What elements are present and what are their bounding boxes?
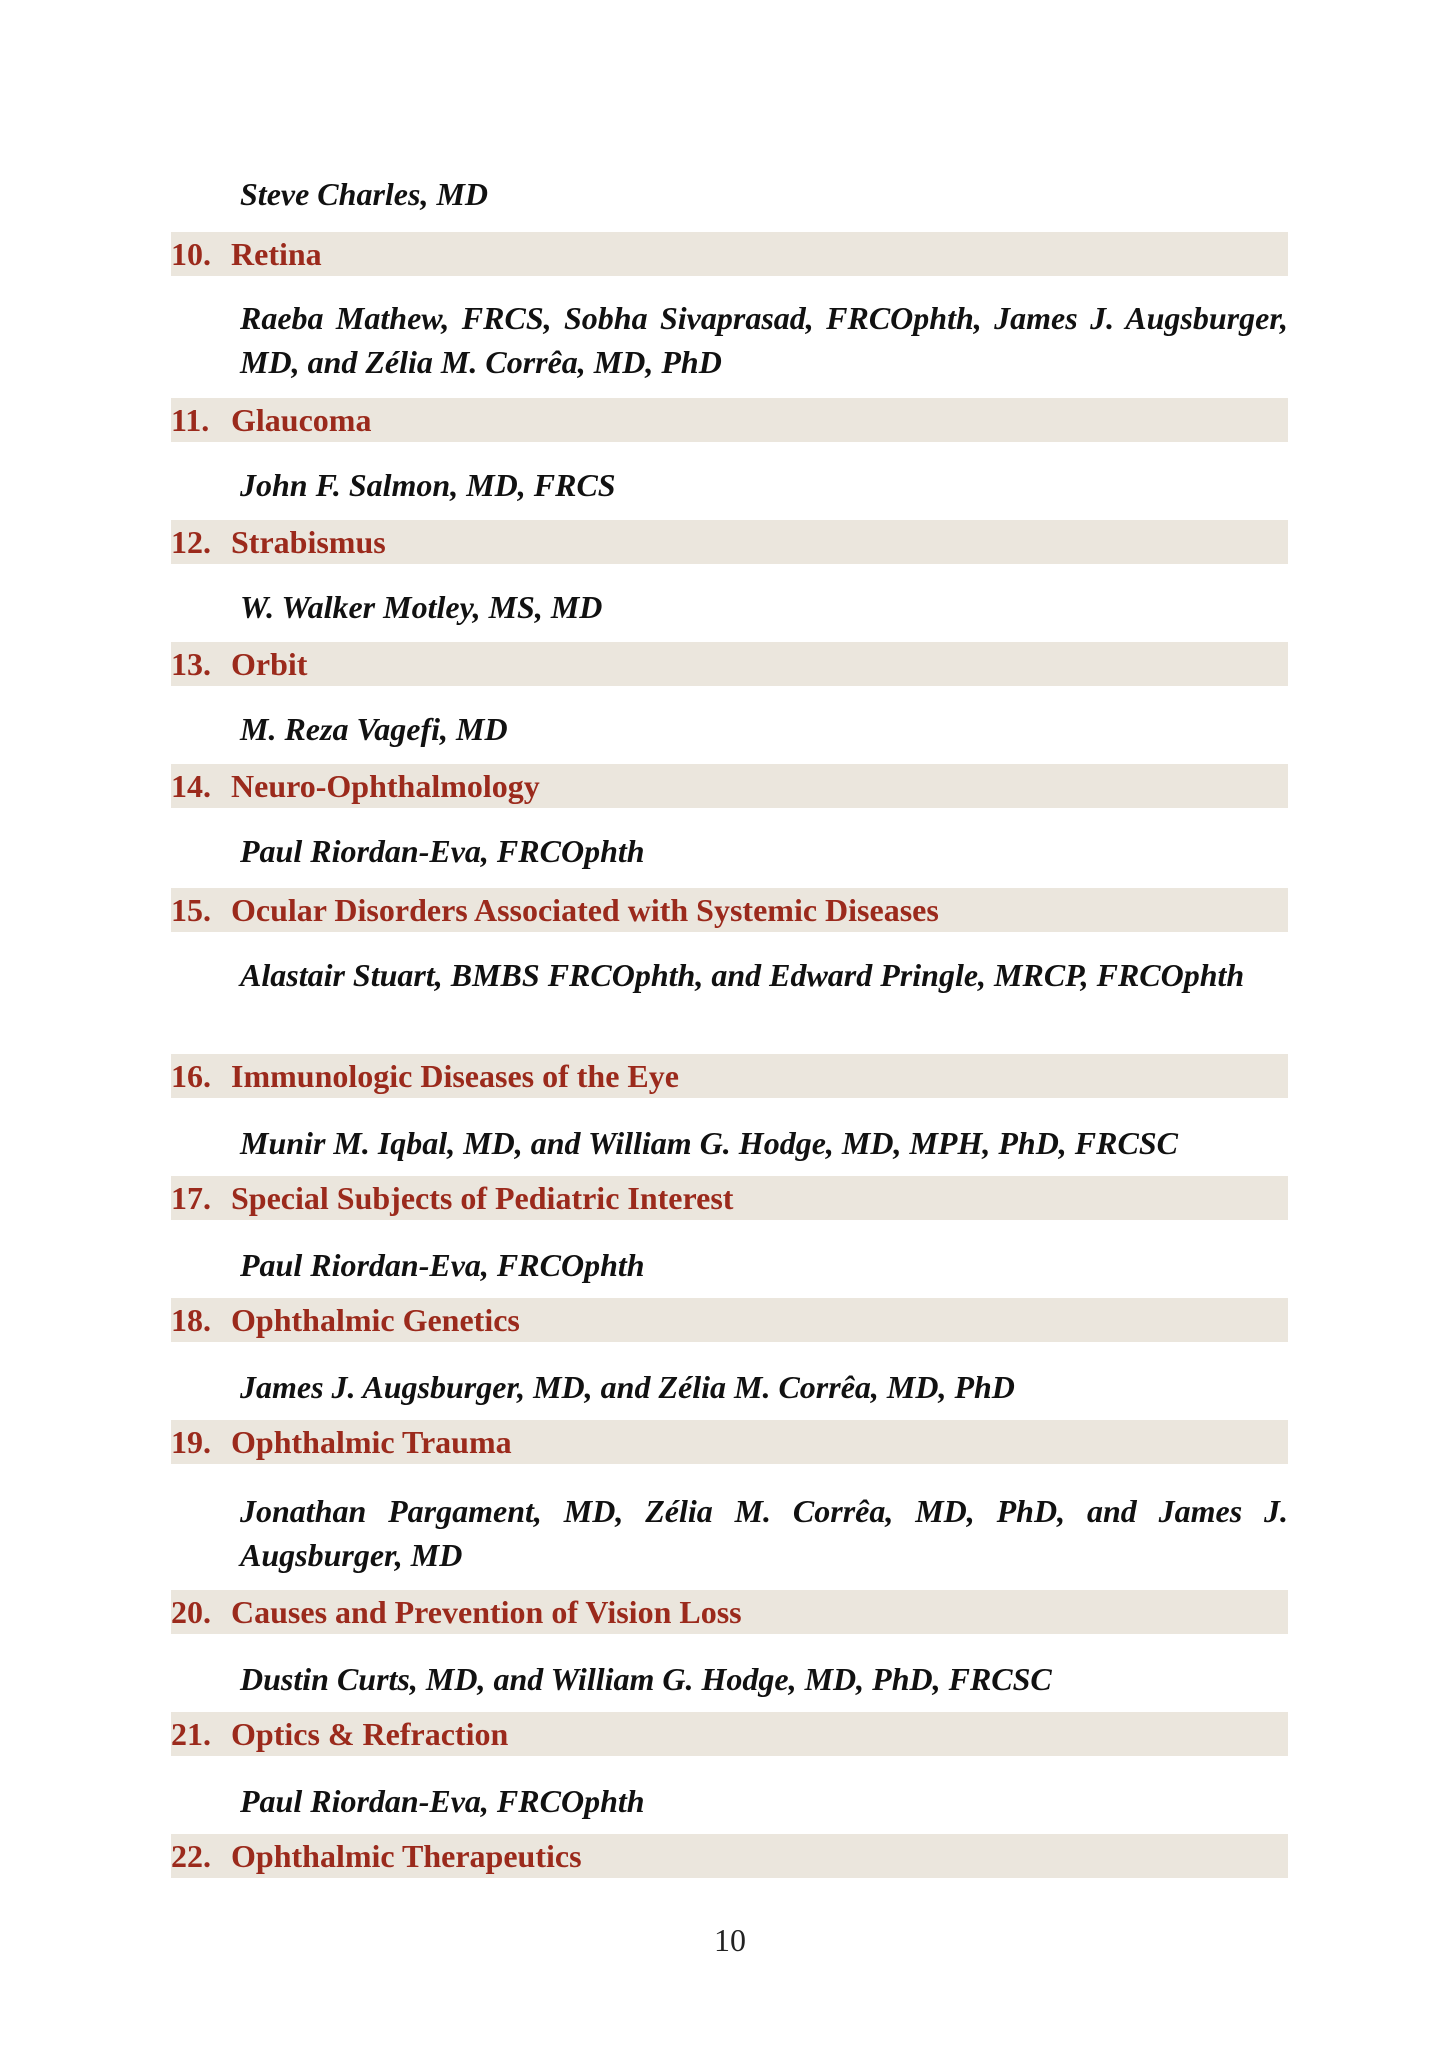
- chapter-heading: [171, 642, 1288, 686]
- chapter-author: W. Walker Motley, MS, MD: [240, 589, 603, 625]
- chapter-number: 18.: [171, 1302, 211, 1338]
- chapter-author: Raeba Mathew, FRCS, Sobha Sivaprasad, FRCOphth, James J. Augsburger, MD, and Zélia M. Corrêa, MD, PhD: [240, 300, 1288, 380]
- chapter-title: Neuro-Ophthalmology: [231, 768, 540, 804]
- chapter-title: Ophthalmic Genetics: [231, 1302, 520, 1338]
- chapter-author: Paul Riordan-Eva, FRCOphth: [240, 1247, 645, 1283]
- chapter-number: 17.: [171, 1180, 211, 1216]
- chapter-heading: [171, 1712, 1288, 1756]
- chapter-number: 22.: [171, 1838, 211, 1874]
- chapter-author: Alastair Stuart, BMBS FRCOphth, and Edward Pringle, MRCP, FRCOphth: [240, 957, 1245, 993]
- chapter-heading: [171, 1590, 1288, 1634]
- chapter-author: Paul Riordan-Eva, FRCOphth: [240, 833, 645, 869]
- chapter-title: Special Subjects of Pediatric Interest: [231, 1180, 734, 1216]
- chapter-author: James J. Augsburger, MD, and Zélia M. Corrêa, MD, PhD: [240, 1369, 1015, 1405]
- chapter-author: Paul Riordan-Eva, FRCOphth: [240, 1783, 645, 1819]
- chapter-author: Jonathan Pargament, MD, Zélia M. Corrêa, MD, PhD, and James J. Augsburger, MD: [240, 1493, 1288, 1573]
- chapter-number: 12.: [171, 524, 211, 560]
- chapter-title: Strabismus: [231, 524, 386, 560]
- chapter-number: 14.: [171, 768, 211, 804]
- chapter-heading: [171, 232, 1288, 276]
- chapter-title: Ophthalmic Trauma: [231, 1424, 512, 1460]
- chapter-heading: [171, 398, 1288, 442]
- chapter-author: M. Reza Vagefi, MD: [240, 711, 508, 747]
- chapter-author: John F. Salmon, MD, FRCS: [240, 467, 616, 503]
- chapter-number: 15.: [171, 892, 211, 928]
- chapter-number: 11.: [171, 402, 210, 438]
- chapter-author: Munir M. Iqbal, MD, and William G. Hodge, MD, MPH, PhD, FRCSC: [240, 1125, 1178, 1161]
- chapter-heading: [171, 1420, 1288, 1464]
- chapter-heading: [171, 1054, 1288, 1098]
- page-number: 10: [714, 1922, 746, 1958]
- chapter-title: Causes and Prevention of Vision Loss: [231, 1594, 742, 1630]
- chapter-heading: [171, 1176, 1288, 1220]
- chapter-number: 20.: [171, 1594, 211, 1630]
- chapter-number: 21.: [171, 1716, 211, 1752]
- chapter-heading: [171, 764, 1288, 808]
- chapter-number: 13.: [171, 646, 211, 682]
- chapter-title: Immunologic Diseases of the Eye: [231, 1058, 679, 1094]
- chapter-author: Steve Charles, MD: [240, 176, 488, 212]
- chapter-heading: [171, 1298, 1288, 1342]
- chapter-author: Dustin Curts, MD, and William G. Hodge, MD, PhD, FRCSC: [240, 1661, 1052, 1697]
- chapter-title: Glaucoma: [231, 402, 372, 438]
- chapter-number: 10.: [171, 236, 211, 272]
- chapter-heading: [171, 520, 1288, 564]
- chapter-title: Optics & Refraction: [231, 1716, 509, 1752]
- chapter-number: 19.: [171, 1424, 211, 1460]
- chapter-heading: [171, 888, 1288, 932]
- chapter-heading: [171, 1834, 1288, 1878]
- chapter-title: Retina: [231, 236, 322, 272]
- chapter-title: Orbit: [231, 646, 308, 682]
- chapter-title: Ophthalmic Therapeutics: [231, 1838, 582, 1874]
- chapter-title: Ocular Disorders Associated with Systemic Diseases: [231, 892, 939, 928]
- chapter-number: 16.: [171, 1058, 211, 1094]
